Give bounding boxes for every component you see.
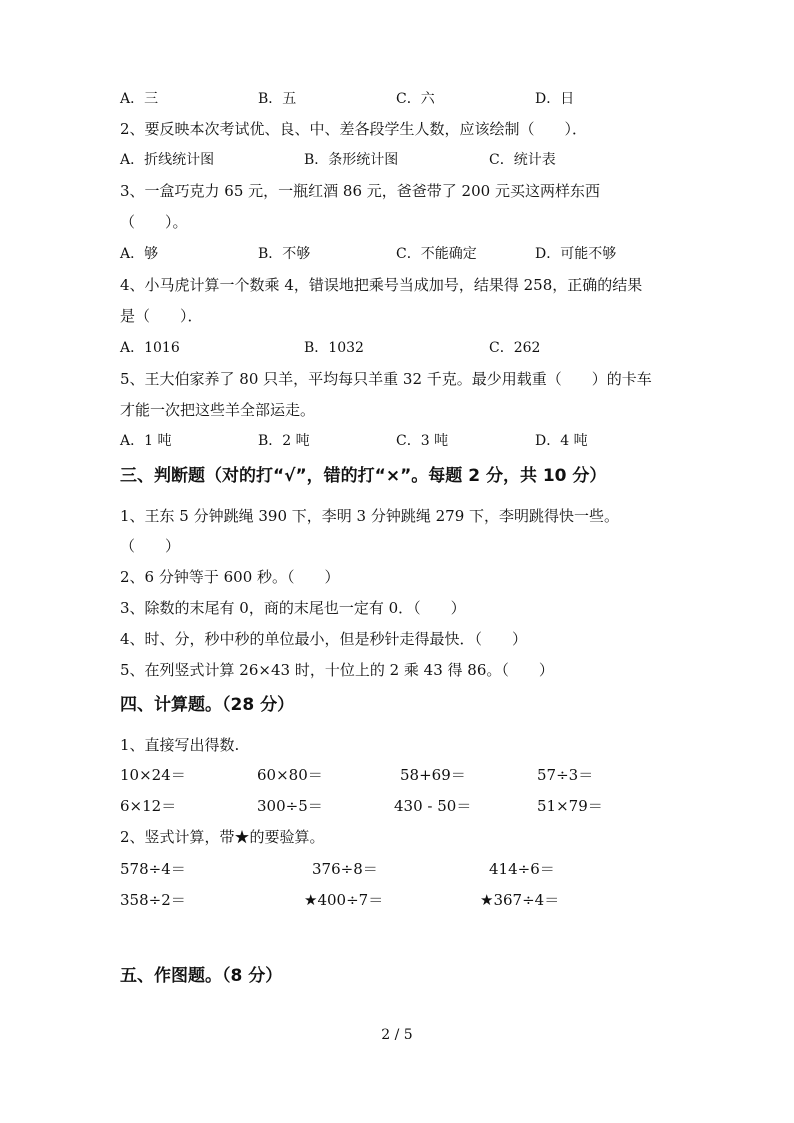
q2-option-c: C．统计表 <box>489 152 556 168</box>
page-number: 2 / 5 <box>381 1027 413 1043</box>
calc-item: 10×24＝ <box>120 766 186 784</box>
calc-item: 51×79＝ <box>537 797 603 815</box>
vertical-calc-item: 414÷6＝ <box>489 860 555 878</box>
q1-option-d: D．日 <box>535 91 575 107</box>
calc-item: 430 - 50＝ <box>394 797 472 815</box>
q5-option-c: C．3 吨 <box>396 433 449 449</box>
judge-item-4: 4、时、分，秒中秒的单位最小，但是秒针走得最快．（ ） <box>120 630 528 648</box>
judge-item-3: 3、除数的末尾有 0，商的末尾也一定有 0．（ ） <box>120 599 466 617</box>
vertical-calc-item: ★400÷7＝ <box>304 891 384 909</box>
section5-title: 五、作图题。（8 分） <box>120 966 283 986</box>
vertical-calc-item: ★367÷4＝ <box>480 891 560 909</box>
q2-option-b: B．条形统计图 <box>304 152 399 168</box>
q3-line1: 3、一盒巧克力 65 元，一瓶红酒 86 元，爸爸带了 200 元买这两样东西 <box>120 182 600 200</box>
calc-item: 57÷3＝ <box>537 766 594 784</box>
q3-option-a: A．够 <box>120 246 159 262</box>
q4-line2: 是（ ）． <box>120 307 203 325</box>
judge-item-5: 5、在列竖式计算 26×43 时，十位上的 2 乘 43 得 86。（ ） <box>120 661 554 679</box>
vertical-calc-item: 578÷4＝ <box>120 860 186 878</box>
q5-option-a: A．1 吨 <box>120 433 172 449</box>
q3-option-b: B．不够 <box>258 246 311 262</box>
judge-item-1: 1、王东 5 分钟跳绳 390 下，李明 3 分钟跳绳 279 下，李明跳得快一些。 <box>120 507 620 525</box>
q5-line1: 5、王大伯家养了 80 只羊，平均每只羊重 32 千克。最少用载重（ ）的卡车 <box>120 370 652 388</box>
judge-item-1-blank: （ ） <box>120 537 181 555</box>
judge-item-2: 2、6 分钟等于 600 秒。（ ） <box>120 568 340 586</box>
calc-sub1: 1、直接写出得数. <box>120 736 240 754</box>
calc-item: 6×12＝ <box>120 797 177 815</box>
q1-option-b: B．五 <box>258 91 297 107</box>
q1-option-c: C．六 <box>396 91 435 107</box>
q4-line1: 4、小马虎计算一个数乘 4，错误地把乘号当成加号，结果得 258，正确的结果 <box>120 276 643 294</box>
q3-option-c: C．不能确定 <box>396 246 477 262</box>
vertical-calc-item: 358÷2＝ <box>120 891 186 909</box>
q4-option-b: B．1032 <box>304 340 364 356</box>
vertical-calc-item: 376÷8＝ <box>312 860 378 878</box>
q1-option-a: A．三 <box>120 91 159 107</box>
q2-option-a: A．折线统计图 <box>120 152 215 168</box>
calc-sub2: 2、竖式计算，带★的要验算。 <box>120 828 325 846</box>
q4-option-a: A．1016 <box>120 340 180 356</box>
q4-option-c: C．262 <box>489 340 541 356</box>
q3-line2: （ ）。 <box>120 213 188 231</box>
q5-line2: 才能一次把这些羊全部运走。 <box>120 401 316 419</box>
q5-option-d: D．4 吨 <box>535 433 588 449</box>
calc-item: 300÷5＝ <box>257 797 323 815</box>
q5-option-b: B．2 吨 <box>258 433 310 449</box>
section3-title: 三、判断题（对的打“√”，错的打“×”。每题 2 分，共 10 分） <box>120 466 607 486</box>
calc-item: 60×80＝ <box>257 766 323 784</box>
q2-text: 2、要反映本次考试优、良、中、差各段学生人数，应该绘制（ ）． <box>120 120 588 138</box>
q3-option-d: D．可能不够 <box>535 246 617 262</box>
section4-title: 四、计算题。（28 分） <box>120 695 295 715</box>
calc-item: 58+69＝ <box>400 766 466 784</box>
